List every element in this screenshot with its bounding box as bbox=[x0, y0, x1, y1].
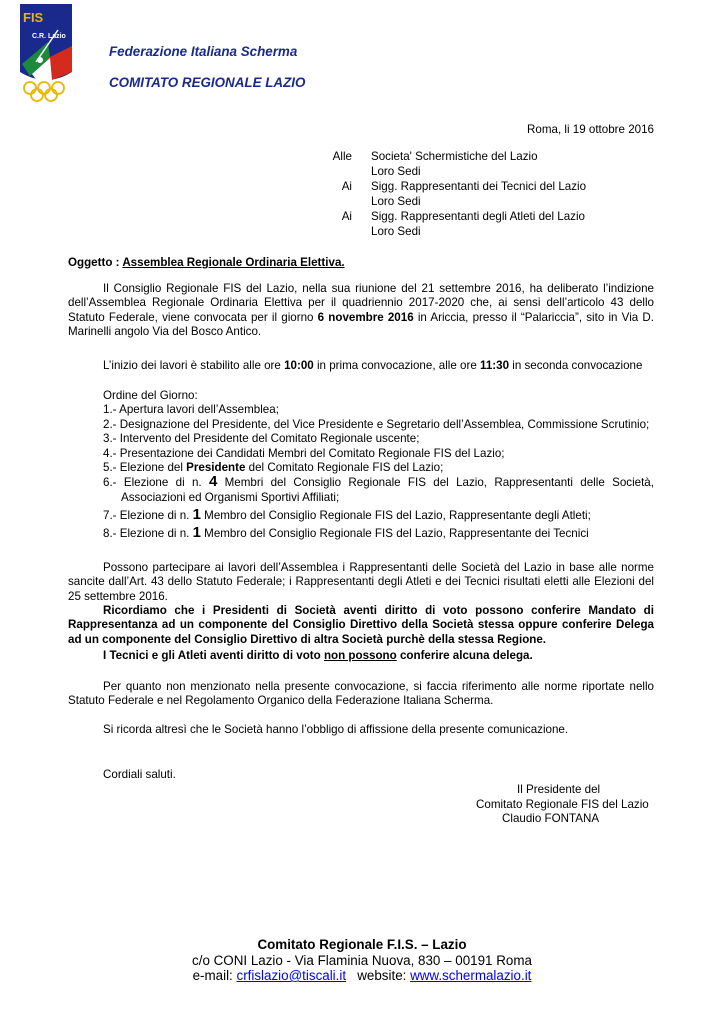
date-line: Roma, li 19 ottobre 2016 bbox=[527, 123, 654, 136]
logo-label: C.R. Lazio bbox=[32, 33, 66, 40]
signature-name: Claudio FONTANA bbox=[502, 812, 600, 825]
paragraph-no-delegation: I Tecnici e gli Atleti aventi diritto di voto non possono conferire alcuna delega. bbox=[103, 649, 533, 662]
paragraph-start-time: L’inizio dei lavori è stabilito alle ore 10:00 in prima convocazione, alle ore 11:30 in seconda convocazione bbox=[103, 359, 643, 372]
paragraph-participants: Possono partecipare ai lavori dell’Assemblea i Rappresentanti delle Società del Lazio in base alle norme sancite dall’Art. 43 dello Statuto Federale; i Rappresentanti degli Atleti e dei Tecnici risultati eletti alle Elezioni del 25 settembre 2016. bbox=[68, 561, 654, 603]
signature-title: Il Presidente del bbox=[517, 783, 601, 796]
paragraph-convocation: Il Consiglio Regionale FIS del Lazio, nella sua riunione del 21 settembre 2016, ha deliberato l’indizione dell’Assemblea Regionale Ordinaria Elettiva per il quadriennio 2017-2020 che, ai sensi dell’articolo 43 dello Statuto Federale, viene convocata per il giorno 6 novembre 2016 in Ariccia, presso il “Palariccia”, sito in Via D. Marinelli angolo Via del Bosco Antico. bbox=[68, 282, 654, 339]
footer-contacts: e-mail: crfislazio@tiscali.it website: www.schermalazio.it bbox=[192, 968, 532, 983]
signature-committee: Comitato Regionale FIS del Lazio bbox=[476, 798, 649, 811]
agenda-item: 8.- Elezione di n. 1 Membro del Consiglio Regionale FIS del Lazio, Rappresentante dei Tecnici bbox=[103, 523, 589, 541]
first-call-time: 10:00 bbox=[284, 359, 314, 372]
email-link[interactable]: crfislazio@tiscali.it bbox=[236, 968, 347, 983]
subject-line bbox=[68, 256, 345, 270]
subject-prefix: Oggetto : bbox=[68, 256, 123, 269]
fis-logo bbox=[18, 2, 74, 106]
agenda-heading: Ordine del Giorno: bbox=[103, 389, 198, 402]
recipient-name: Societa' Schermistiche del Lazio bbox=[371, 150, 538, 163]
paragraph-references: Per quanto non menzionato nella presente convocazione, si faccia riferimento alle norme riportate nello Statuto Federale e nel Regolamento Organico della Federazione Italiana Scherma. bbox=[68, 680, 654, 708]
agenda bbox=[103, 389, 654, 544]
recipient-location: Loro Sedi bbox=[371, 165, 421, 178]
recipient-name: Sigg. Rappresentanti dei Tecnici del Lazio bbox=[371, 180, 587, 193]
agenda-item: 3.- Intervento del Presidente del Comitato Regionale uscente; bbox=[103, 432, 420, 446]
agenda-item: 5.- Elezione del Presidente del Comitato Regionale FIS del Lazio; bbox=[103, 460, 444, 474]
assembly-date: 6 novembre 2016 bbox=[317, 310, 414, 324]
website-link[interactable]: www.schermalazio.it bbox=[410, 968, 532, 983]
agenda-item: 1.- Apertura lavori dell’Assemblea; bbox=[103, 403, 279, 417]
agenda-item: 2.- Designazione del Presidente, del Vice Presidente e Segretario dell’Assemblea, Commissione Scrutinio; bbox=[103, 417, 650, 431]
logo-initials: FIS bbox=[23, 10, 44, 25]
paragraph-mandate: Ricordiamo che i Presidenti di Società aventi diritto di voto possono conferire Mandato di Rappresentanza ad un componente del Consiglio Direttivo della Società stessa oppure conferire Delega ad un componente del Consiglio Direttivo di altra Società purchè della stessa Regione. bbox=[68, 604, 654, 646]
subject-title: Assemblea Regionale Ordinaria Elettiva. bbox=[122, 256, 345, 269]
recipient-location: Loro Sedi bbox=[371, 225, 421, 238]
footer-address: c/o CONI Lazio - Via Flaminia Nuova, 830 – 00191 Roma bbox=[192, 953, 532, 968]
recipient-label: Ai bbox=[341, 180, 352, 193]
agenda-item-continuation: Associazioni ed Organismi Sportivi Affiliati; bbox=[121, 491, 340, 505]
second-call-time: 11:30 bbox=[480, 359, 510, 372]
recipient-location: Loro Sedi bbox=[371, 195, 421, 208]
committee-title: COMITATO REGIONALE LAZIO bbox=[109, 75, 306, 90]
agenda-item: 6.- Elezione di n. 4 Membri del Consiglio Regionale FIS del Lazio, Rappresentanti delle Società, bbox=[103, 473, 654, 491]
recipients-block bbox=[312, 150, 652, 240]
closing-greeting: Cordiali saluti. bbox=[103, 768, 176, 781]
recipient-name: Sigg. Rappresentanti degli Atleti del Lazio bbox=[371, 210, 585, 223]
agenda-item: 7.- Elezione di n. 1 Membro del Consiglio Regionale FIS del Lazio, Rappresentante degli Atleti; bbox=[103, 505, 591, 523]
recipient-label: Ai bbox=[341, 210, 352, 223]
recipient-label: Alle bbox=[332, 150, 352, 163]
paragraph-posting: Si ricorda altresì che le Società hanno l’obbligo di affissione della presente comunicazione. bbox=[103, 723, 569, 736]
footer-title: Comitato Regionale F.I.S. – Lazio bbox=[257, 937, 467, 952]
federation-title: Federazione Italiana Scherma bbox=[109, 44, 298, 59]
agenda-item: 4.- Presentazione dei Candidati Membri del Comitato Regionale FIS del Lazio; bbox=[103, 446, 505, 460]
